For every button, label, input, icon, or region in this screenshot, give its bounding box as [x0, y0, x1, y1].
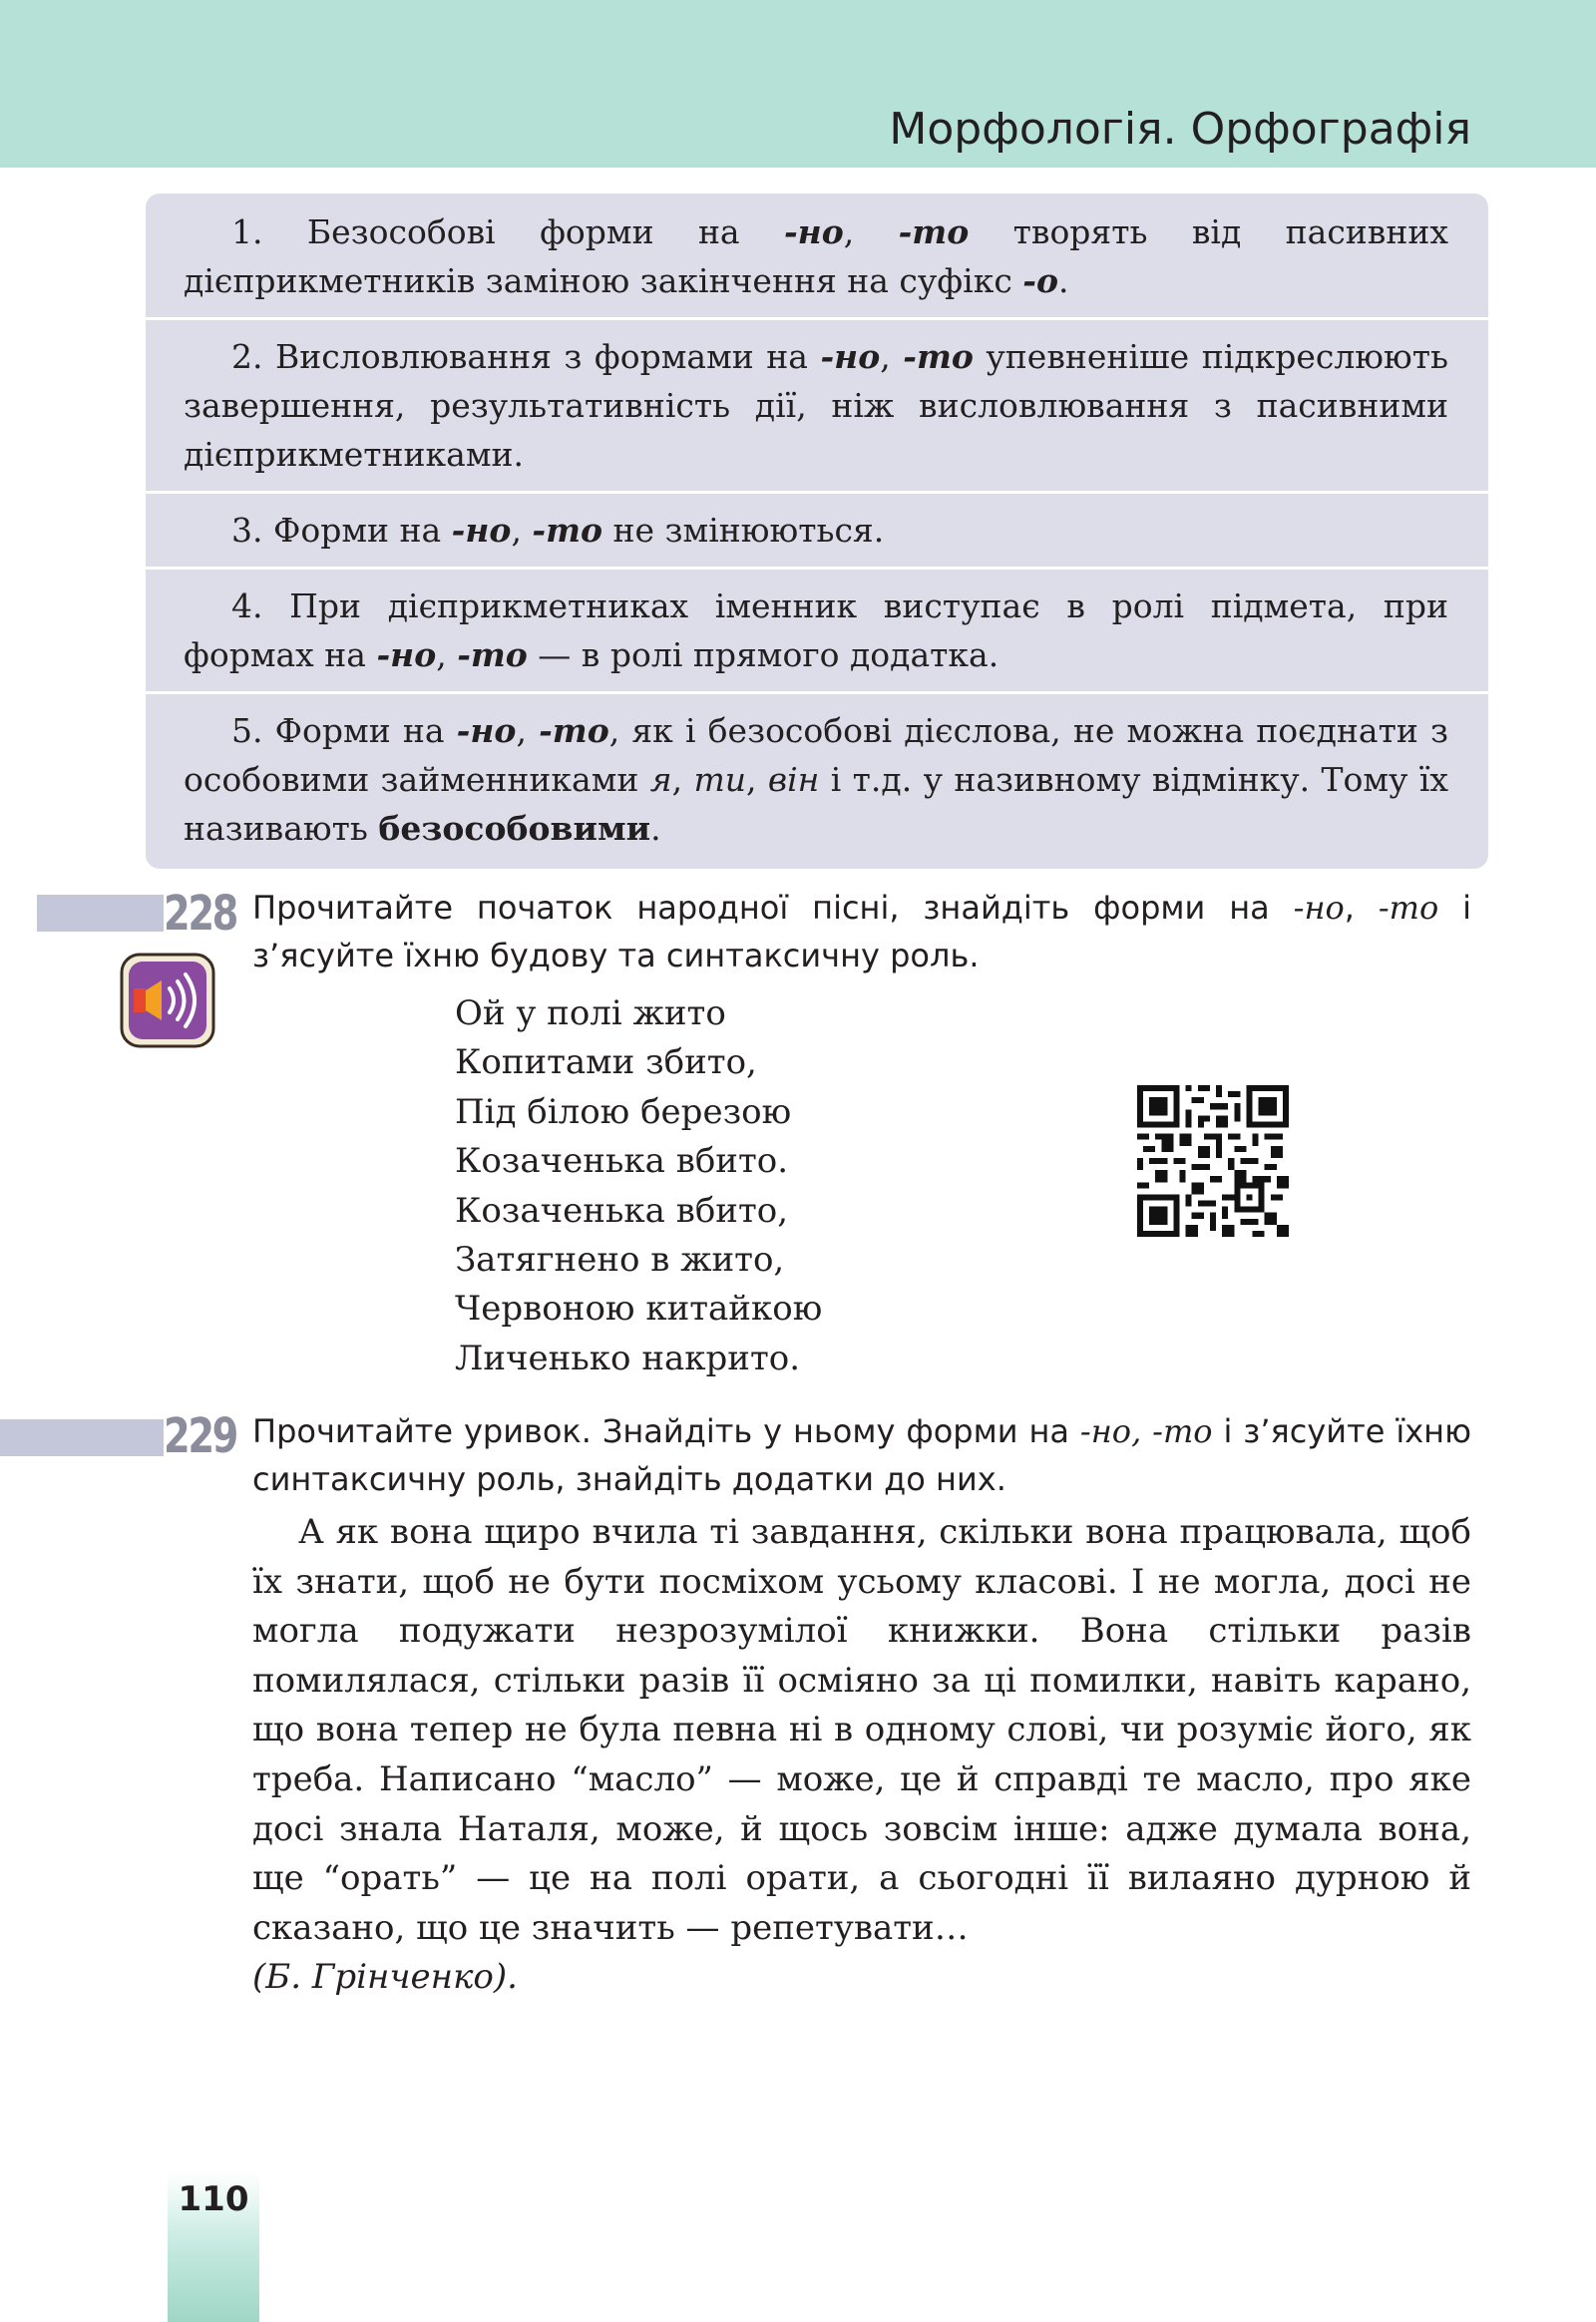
poem-line: Під білою березою [455, 1091, 792, 1132]
poem-line: Ой у полі жито [455, 993, 726, 1033]
poem-line: Козаченька вбито, [455, 1190, 789, 1231]
rule-5: 5. Форми на -но, -то, як і безособові дієслова, не можна поєднати з особовими займенниками я, ти, він і т.д. у називному відмінку. Тому їх називають безособовими. [146, 691, 1488, 869]
rule-3: 3. Форми на -но, -то не змінюються. [146, 491, 1488, 567]
poem-line: Копитами збито, [455, 1042, 757, 1083]
speaker-icon[interactable] [120, 953, 215, 1048]
poem-line: Козаченька вбито. [455, 1141, 789, 1182]
qr-code[interactable] [1137, 1085, 1289, 1237]
page-number: 110 [178, 2179, 249, 2219]
exercise-229-number: 229 [164, 1408, 236, 1464]
excerpt: А як вона щиро вчила ті завдання, скільки вона працювала, щоб їх знати, щоб не бути посміхом усьому класові. І не могла, досі не могла подужати незрозумілої книжки. Вона стільки разів помилялася, стільки разів її осміяно за ці помилки, навіть карано, що вона тепер не була певна ні в одному слові, чи розуміє його, як треба. Написано “масло” — може, це й справді те масло, про яке досі знала Наталя, може, й щось зовсім інше: адже думала вона, ще “орать” — це на полі орати, а сьогодні її вилаяно дурною й сказано, що це значить — репетувати… (Б. Грінченко). [252, 1512, 1471, 1998]
poem [455, 989, 822, 1383]
exercise-228-task: Прочитайте початок народної пісні, знайдіть форми на -но, -то і з’ясуйте їхню будову та синтаксичну роль. [252, 889, 1472, 974]
rules-box [146, 194, 1488, 869]
exercise-229-bar [0, 1419, 164, 1456]
exercise-228-number: 228 [164, 886, 236, 942]
exercise-228-bar [37, 895, 164, 932]
rule-2: 2. Висловлювання з формами на -но, -то упевненіше підкреслюють завершення, результативність дії, ніж висловлювання з пасивними дієприкметниками. [146, 317, 1488, 491]
exercise-229-task: Прочитайте уривок. Знайдіть у ньому форми на -но, -то і з’ясуйте їхню синтаксичну роль, знайдіть додатки до них. [252, 1412, 1472, 1498]
poem-line: Затягнено в жито, [455, 1240, 785, 1281]
rule-4: 4. При дієприкметниках іменник виступає в ролі підмета, при формах на -но, -то — в ролі прямого додатка. [146, 567, 1488, 691]
section-title: Морфологія. Орфографія [889, 104, 1471, 155]
poem-line: Личенько накрито. [455, 1338, 801, 1378]
excerpt-author: (Б. Грінченко). [252, 1957, 518, 1998]
rule-1: 1. Безособові форми на -но, -то творять від пасивних дієприкметників заміною закінчення на суфікс -о. [184, 212, 1448, 300]
poem-line: Червоною китайкою [455, 1289, 823, 1330]
